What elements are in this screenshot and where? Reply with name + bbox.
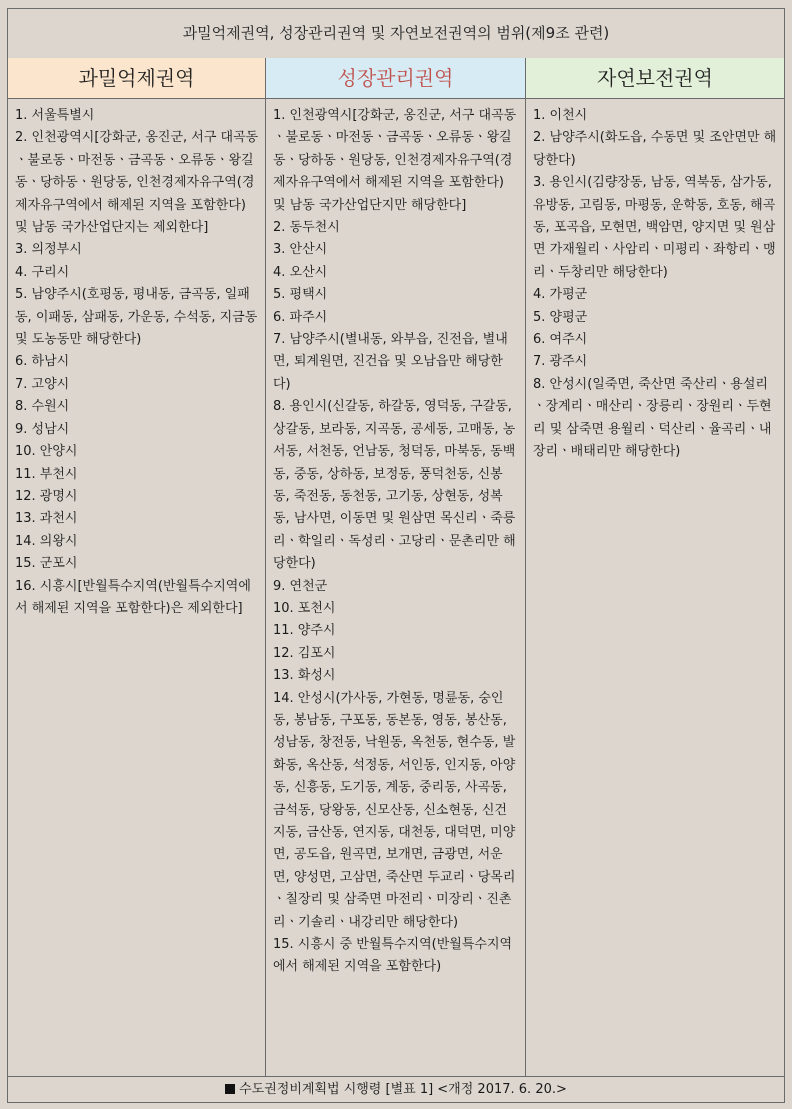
list-item: 4. 구리시 [15, 264, 70, 280]
list-item: 6. 하남시 [15, 354, 70, 370]
list-item: 11. 양주시 [273, 623, 336, 639]
list-item: 2. 남양주시(화도읍, 수동면 및 조안면만 해당한다) [533, 130, 777, 168]
list-item: 3. 용인시(김량장동, 남동, 역북동, 삼가동, 유방동, 고림동, 마평동, 운학동, 호동, 해곡동, 포곡읍, 모현면, 백암면, 양지면 및 원삼면 가재월리ㆍ사암리ㆍ미평리ㆍ좌항리ㆍ맹리ㆍ두창리만 해당한다) [533, 175, 776, 280]
list-item: 5. 남양주시(호평동, 평내동, 금곡동, 일패동, 이패동, 삼패동, 가운동, 수석동, 지금동 및 도농동만 해당한다) [15, 287, 258, 348]
list-item: 2. 인천광역시[강화군, 옹진군, 서구 대곡동ㆍ불로동ㆍ마전동ㆍ금곡동ㆍ오류동ㆍ왕길동ㆍ당하동ㆍ원당동, 인천경제자유구역(경제자유구역에서 해제된 지역을 포함한다) 및 남동 국가산업단지는 제외한다] [15, 130, 259, 236]
square-bullet-icon [225, 1084, 235, 1094]
growth-column [266, 99, 526, 1076]
list-item: 6. 파주시 [273, 309, 328, 325]
list-item: 12. 김포시 [273, 645, 336, 661]
list-item: 14. 의왕시 [15, 533, 78, 549]
list-item: 5. 평택시 [273, 287, 328, 303]
list-item: 8. 안성시(일죽면, 죽산면 죽산리ㆍ용설리ㆍ장계리ㆍ매산리ㆍ장릉리ㆍ장원리ㆍ두현리 및 삼죽면 용월리ㆍ덕산리ㆍ율곡리ㆍ내장리ㆍ배태리만 해당한다) [533, 376, 772, 460]
list-item: 15. 시흥시 중 반월특수지역(반월특수지역에서 해제된 지역을 포함한다) [273, 937, 513, 975]
list-item: 13. 과천시 [15, 511, 78, 527]
header-growth: 성장관리권역 [266, 58, 526, 99]
list-item: 9. 성남시 [15, 421, 70, 437]
list-item: 11. 부천시 [15, 466, 78, 482]
list-item: 3. 의정부시 [15, 242, 82, 258]
list-item: 9. 연천군 [273, 578, 328, 594]
table-title: 과밀억제권역, 성장관리권역 및 자연보전권역의 범위(제9조 관련) [8, 9, 784, 59]
list-item: 7. 남양주시(별내동, 와부읍, 진전읍, 별내면, 퇴계원면, 진건읍 및 오남읍만 해당한다) [273, 332, 508, 392]
list-item: 10. 포천시 [273, 600, 336, 616]
source-note-text: 수도권정비계획법 시행령 [별표 1] <개정 2017. 6. 20.> [239, 1082, 567, 1097]
list-item: 7. 광주시 [533, 354, 588, 370]
source-note [8, 1076, 784, 1103]
list-item: 2. 동두천시 [273, 220, 340, 236]
overcrowding-column [8, 99, 266, 1076]
list-item: 10. 안양시 [15, 444, 78, 460]
list-item: 16. 시흥시[반월특수지역(반월특수지역에서 해제된 지역을 포함한다)은 제외한다] [15, 578, 251, 616]
header-conservation: 자연보전권역 [526, 58, 784, 99]
list-item: 13. 화성시 [273, 668, 336, 684]
conservation-column [526, 99, 784, 1076]
list-item: 7. 고양시 [15, 376, 70, 392]
list-item: 1. 인천광역시[강화군, 옹진군, 서구 대곡동ㆍ불로동ㆍ마전동ㆍ금곡동ㆍ오류동ㆍ왕길동ㆍ당하동ㆍ원당동, 인천경제자유구역(경제자유구역에서 해제된 지역을 포함한다) 및 남동 국가산업단지만 해당한다] [273, 108, 517, 213]
list-item: 14. 안성시(가사동, 가현동, 명륜동, 숭인동, 봉남동, 구포동, 동본동, 영동, 봉산동, 성남동, 창전동, 낙원동, 옥천동, 현수동, 발화동, 옥산동, 석정동, 서인동, 인지동, 아양동, 신흥동, 도기동, 계동, 중리동, 사곡동, 금석동, 당왕동, 신모산동, 신소현동, 신건지동, 금산동, 연지동, 대천동, 대덕면, 미양면, 공도읍, 원곡면, 보개면, 금광면, 서운면, 양성면, 고삼면, 죽산면 두교리ㆍ당목리ㆍ칠장리 및 삼죽면 마전리ㆍ미장리ㆍ진촌리ㆍ기솔리ㆍ내강리만 해당한다) [273, 690, 516, 930]
list-item: 6. 여주시 [533, 332, 588, 348]
list-item: 8. 수원시 [15, 399, 70, 415]
list-item: 12. 광명시 [15, 488, 78, 504]
header-overcrowding: 과밀억제권역 [8, 58, 266, 99]
list-item: 4. 오산시 [273, 264, 328, 280]
list-item: 15. 군포시 [15, 556, 78, 572]
list-item: 1. 이천시 [533, 108, 588, 123]
list-item: 8. 용인시(신갈동, 하갈동, 영덕동, 구갈동, 상갈동, 보라동, 지곡동, 공세동, 고매동, 농서동, 서천동, 언남동, 청덕동, 마북동, 동백동, 중동, 상하동, 보정동, 풍덕천동, 신봉동, 죽전동, 동천동, 고기동, 상현동, 성복동, 남사면, 이동면 및 원삼면 목신리ㆍ죽릉리ㆍ학일리ㆍ독성리ㆍ고당리ㆍ문촌리만 해당한다) [273, 399, 516, 572]
list-item: 1. 서울특별시 [15, 108, 95, 123]
list-item: 5. 양평군 [533, 309, 588, 325]
list-item: 3. 안산시 [273, 242, 328, 258]
table-frame [7, 8, 785, 1103]
list-item: 4. 가평군 [533, 287, 588, 303]
